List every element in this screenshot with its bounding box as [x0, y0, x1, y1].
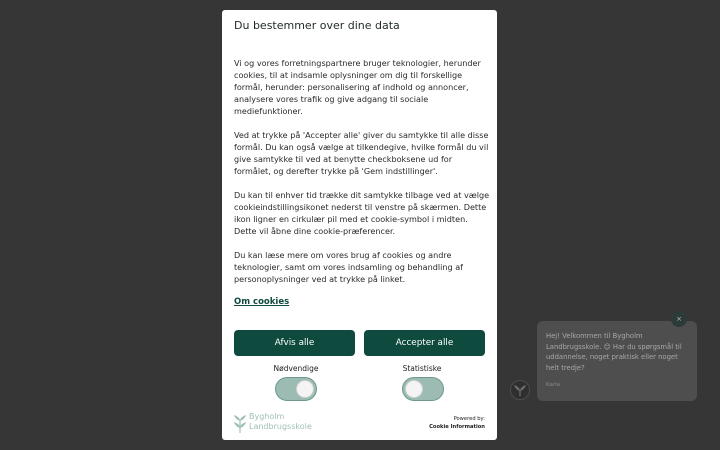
consent-paragraph: Du kan til enhver tid trække dit samtykke tilbage ved at vælge cookieindstillingsikonet nederst til venstre på skærmen. Dette ikon ligner en cirkulær pil med et cookie-symbol i midten. Dette vil åbne dine cookie-præferencer.	[234, 190, 490, 236]
chat-avatar-icon[interactable]	[510, 380, 530, 400]
powered-by[interactable]	[429, 415, 485, 431]
logo-line: Bygholm	[249, 412, 285, 421]
logo-line: Landbrugsskole	[249, 422, 312, 431]
toggle-label-necessary: Nødvendige	[273, 364, 319, 373]
bygholm-logo	[233, 412, 313, 434]
toggle-knob	[405, 380, 423, 398]
powered-by-name: Cookie Information	[429, 424, 485, 430]
chat-bubble[interactable]	[537, 321, 697, 401]
toggle-label-statistics: Statistiske	[402, 364, 442, 373]
wheat-icon	[511, 381, 529, 399]
consent-paragraph: Du kan læse mere om vores brug af cookies og andre teknologier, samt om vores indsamling og behandling af personoplysninger ved at trykke på linket.	[234, 250, 464, 284]
reject-all-button[interactable]: Afvis alle	[234, 330, 355, 356]
about-cookies-link[interactable]: Om cookies	[234, 297, 290, 307]
accept-all-button[interactable]: Accepter alle	[364, 330, 485, 356]
powered-by-label: Powered by:	[453, 416, 485, 422]
dialog-title: Du bestemmer over dine data	[234, 19, 400, 32]
close-icon: ×	[676, 315, 682, 323]
consent-paragraph: Vi og vores forretningspartnere bruger teknologier, herunder cookies, til at indsamle oplysninger om dig til forskellige formål, herunder: personalisering af indhold og annoncer, analysere vores trafik og give adgang til sociale mediefunktioner.	[234, 58, 481, 116]
statistics-toggle[interactable]	[402, 377, 444, 401]
chat-message: Hej! Velkommen til Bygholm Landbrugsskole. 😊 Har du spørgsmål til uddannelse, noget praktisk eller noget helt tredje?	[546, 332, 682, 372]
cookie-consent-dialog	[222, 10, 497, 440]
toggle-knob	[296, 380, 314, 398]
chat-close-button[interactable]	[671, 311, 687, 327]
consent-paragraph: Ved at trykke på 'Accepter alle' giver du samtykke til alle disse formål. Du kan også vælge at tilkendegive, hvilke formål du vil give samtykke til ved at benytte checkboksene ud for formålet, og derefter trykke på 'Gem indstillinger'.	[234, 130, 489, 176]
chat-sender: Karla	[546, 382, 561, 388]
consent-description	[234, 57, 490, 297]
wheat-icon	[233, 412, 247, 434]
necessary-toggle[interactable]	[275, 377, 317, 401]
logo-text	[249, 412, 312, 432]
